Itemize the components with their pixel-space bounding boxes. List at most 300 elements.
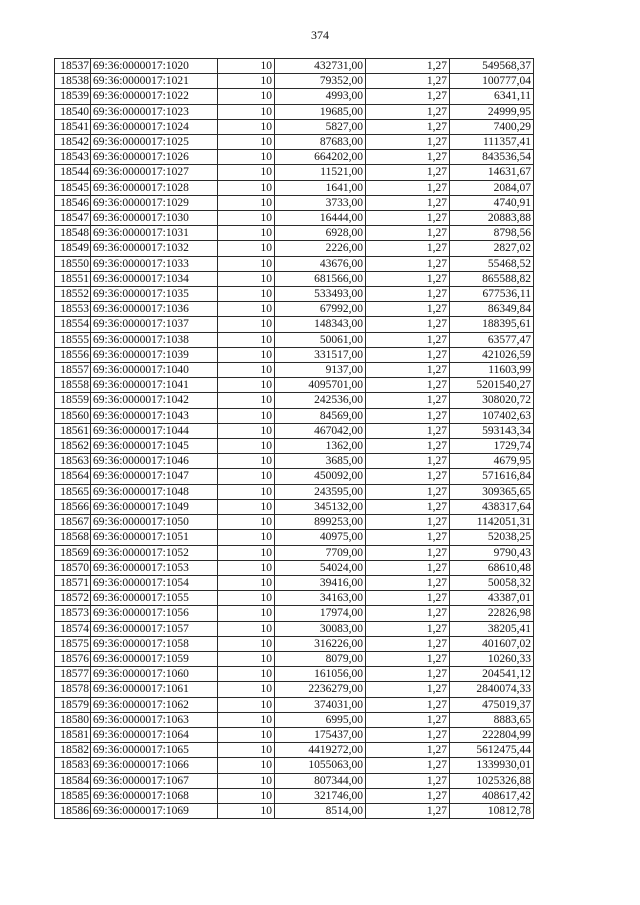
coefficient-cell: 1,27 — [366, 104, 450, 119]
row-number-cell: 18573 — [55, 606, 91, 621]
cadastral-number-cell: 69:36:0000017:1040 — [91, 363, 218, 378]
row-number-cell: 18565 — [55, 484, 91, 499]
cadastral-value-cell: 243595,00 — [275, 484, 366, 499]
adjusted-value-cell: 20883,88 — [450, 211, 534, 226]
row-number-cell: 18558 — [55, 378, 91, 393]
table-row — [55, 150, 534, 165]
group-code-cell: 10 — [218, 150, 275, 165]
coefficient-cell: 1,27 — [366, 317, 450, 332]
coefficient-cell: 1,27 — [366, 408, 450, 423]
row-number-cell: 18539 — [55, 89, 91, 104]
group-code-cell: 10 — [218, 256, 275, 271]
adjusted-value-cell: 4740,91 — [450, 195, 534, 210]
row-number-cell: 18540 — [55, 104, 91, 119]
table-row — [55, 211, 534, 226]
coefficient-cell: 1,27 — [366, 803, 450, 818]
cadastral-number-cell: 69:36:0000017:1066 — [91, 758, 218, 773]
table-row — [55, 530, 534, 545]
cadastral-value-cell: 3733,00 — [275, 195, 366, 210]
cadastral-value-cell: 34163,00 — [275, 591, 366, 606]
group-code-cell: 10 — [218, 104, 275, 119]
cadastral-value-cell: 664202,00 — [275, 150, 366, 165]
adjusted-value-cell: 107402,63 — [450, 408, 534, 423]
cadastral-value-cell: 242536,00 — [275, 393, 366, 408]
adjusted-value-cell: 204541,12 — [450, 667, 534, 682]
cadastral-number-cell: 69:36:0000017:1020 — [91, 59, 218, 74]
table-row — [55, 241, 534, 256]
adjusted-value-cell: 401607,02 — [450, 636, 534, 651]
cadastral-value-cell: 39416,00 — [275, 575, 366, 590]
table-row — [55, 393, 534, 408]
group-code-cell: 10 — [218, 788, 275, 803]
cadastral-number-cell: 69:36:0000017:1022 — [91, 89, 218, 104]
adjusted-value-cell: 43387,01 — [450, 591, 534, 606]
adjusted-value-cell: 38205,41 — [450, 621, 534, 636]
coefficient-cell: 1,27 — [366, 302, 450, 317]
table-row — [55, 606, 534, 621]
coefficient-cell: 1,27 — [366, 469, 450, 484]
coefficient-cell: 1,27 — [366, 682, 450, 697]
adjusted-value-cell: 50058,32 — [450, 575, 534, 590]
table-row — [55, 515, 534, 530]
coefficient-cell: 1,27 — [366, 363, 450, 378]
adjusted-value-cell: 308020,72 — [450, 393, 534, 408]
cadastral-value-cell: 43676,00 — [275, 256, 366, 271]
coefficient-cell: 1,27 — [366, 439, 450, 454]
adjusted-value-cell: 8798,56 — [450, 226, 534, 241]
cadastral-value-cell: 1362,00 — [275, 439, 366, 454]
row-number-cell: 18576 — [55, 651, 91, 666]
coefficient-cell: 1,27 — [366, 135, 450, 150]
cadastral-number-cell: 69:36:0000017:1043 — [91, 408, 218, 423]
cadastral-value-cell: 9137,00 — [275, 363, 366, 378]
cadastral-value-cell: 899253,00 — [275, 515, 366, 530]
cadastral-value-cell: 11521,00 — [275, 165, 366, 180]
group-code-cell: 10 — [218, 393, 275, 408]
cadastral-number-cell: 69:36:0000017:1056 — [91, 606, 218, 621]
group-code-cell: 10 — [218, 423, 275, 438]
cadastral-value-cell: 79352,00 — [275, 74, 366, 89]
cadastral-number-cell: 69:36:0000017:1027 — [91, 165, 218, 180]
cadastral-number-cell: 69:36:0000017:1067 — [91, 773, 218, 788]
group-code-cell: 10 — [218, 226, 275, 241]
group-code-cell: 10 — [218, 317, 275, 332]
cadastral-value-cell: 345132,00 — [275, 499, 366, 514]
cadastral-number-cell: 69:36:0000017:1033 — [91, 256, 218, 271]
adjusted-value-cell: 1025326,88 — [450, 773, 534, 788]
adjusted-value-cell: 9790,43 — [450, 545, 534, 560]
adjusted-value-cell: 2827,02 — [450, 241, 534, 256]
cadastral-value-cell: 175437,00 — [275, 727, 366, 742]
row-number-cell: 18538 — [55, 74, 91, 89]
adjusted-value-cell: 188395,61 — [450, 317, 534, 332]
row-number-cell: 18579 — [55, 697, 91, 712]
coefficient-cell: 1,27 — [366, 454, 450, 469]
table-row — [55, 287, 534, 302]
coefficient-cell: 1,27 — [366, 347, 450, 362]
table-row — [55, 667, 534, 682]
adjusted-value-cell: 1729,74 — [450, 439, 534, 454]
group-code-cell: 10 — [218, 469, 275, 484]
cadastral-value-cell: 5827,00 — [275, 119, 366, 134]
coefficient-cell: 1,27 — [366, 256, 450, 271]
cadastral-number-cell: 69:36:0000017:1049 — [91, 499, 218, 514]
cadastral-value-cell: 16444,00 — [275, 211, 366, 226]
coefficient-cell: 1,27 — [366, 180, 450, 195]
adjusted-value-cell: 549568,37 — [450, 59, 534, 74]
table-row — [55, 226, 534, 241]
row-number-cell: 18572 — [55, 591, 91, 606]
group-code-cell: 10 — [218, 697, 275, 712]
table-row — [55, 545, 534, 560]
cadastral-number-cell: 69:36:0000017:1029 — [91, 195, 218, 210]
table-row — [55, 803, 534, 818]
group-code-cell: 10 — [218, 287, 275, 302]
row-number-cell: 18557 — [55, 363, 91, 378]
cadastral-number-cell: 69:36:0000017:1059 — [91, 651, 218, 666]
group-code-cell: 10 — [218, 180, 275, 195]
group-code-cell: 10 — [218, 606, 275, 621]
group-code-cell: 10 — [218, 454, 275, 469]
row-number-cell: 18555 — [55, 332, 91, 347]
cadastral-number-cell: 69:36:0000017:1052 — [91, 545, 218, 560]
row-number-cell: 18571 — [55, 575, 91, 590]
row-number-cell: 18550 — [55, 256, 91, 271]
group-code-cell: 10 — [218, 195, 275, 210]
adjusted-value-cell: 2840074,33 — [450, 682, 534, 697]
cadastral-number-cell: 69:36:0000017:1069 — [91, 803, 218, 818]
row-number-cell: 18556 — [55, 347, 91, 362]
cadastral-value-cell: 4419272,00 — [275, 743, 366, 758]
cadastral-value-cell: 161056,00 — [275, 667, 366, 682]
cadastral-number-cell: 69:36:0000017:1037 — [91, 317, 218, 332]
table-row — [55, 59, 534, 74]
adjusted-value-cell: 421026,59 — [450, 347, 534, 362]
adjusted-value-cell: 408617,42 — [450, 788, 534, 803]
adjusted-value-cell: 438317,64 — [450, 499, 534, 514]
cadastral-value-cell: 331517,00 — [275, 347, 366, 362]
coefficient-cell: 1,27 — [366, 515, 450, 530]
cadastral-value-cell: 3685,00 — [275, 454, 366, 469]
table-row — [55, 347, 534, 362]
adjusted-value-cell: 865588,82 — [450, 271, 534, 286]
group-code-cell: 10 — [218, 302, 275, 317]
cadastral-number-cell: 69:36:0000017:1057 — [91, 621, 218, 636]
cadastral-number-cell: 69:36:0000017:1055 — [91, 591, 218, 606]
table-row — [55, 256, 534, 271]
group-code-cell: 10 — [218, 59, 275, 74]
group-code-cell: 10 — [218, 484, 275, 499]
group-code-cell: 10 — [218, 575, 275, 590]
cadastral-value-cell: 40975,00 — [275, 530, 366, 545]
row-number-cell: 18566 — [55, 499, 91, 514]
table-row — [55, 712, 534, 727]
group-code-cell: 10 — [218, 530, 275, 545]
row-number-cell: 18577 — [55, 667, 91, 682]
table-row — [55, 591, 534, 606]
group-code-cell: 10 — [218, 682, 275, 697]
table-row — [55, 423, 534, 438]
row-number-cell: 18570 — [55, 560, 91, 575]
cadastral-value-cell: 4095701,00 — [275, 378, 366, 393]
table-row — [55, 408, 534, 423]
cadastral-value-cell: 7709,00 — [275, 545, 366, 560]
coefficient-cell: 1,27 — [366, 59, 450, 74]
adjusted-value-cell: 10260,33 — [450, 651, 534, 666]
table-row — [55, 499, 534, 514]
coefficient-cell: 1,27 — [366, 287, 450, 302]
row-number-cell: 18543 — [55, 150, 91, 165]
cadastral-number-cell: 69:36:0000017:1053 — [91, 560, 218, 575]
group-code-cell: 10 — [218, 621, 275, 636]
row-number-cell: 18563 — [55, 454, 91, 469]
cadastral-value-cell: 148343,00 — [275, 317, 366, 332]
cadastral-value-cell: 533493,00 — [275, 287, 366, 302]
group-code-cell: 10 — [218, 773, 275, 788]
cadastral-number-cell: 69:36:0000017:1041 — [91, 378, 218, 393]
cadastral-value-table — [54, 58, 534, 819]
table-row — [55, 363, 534, 378]
adjusted-value-cell: 309365,65 — [450, 484, 534, 499]
cadastral-value-cell: 467042,00 — [275, 423, 366, 438]
row-number-cell: 18562 — [55, 439, 91, 454]
cadastral-value-cell: 4993,00 — [275, 89, 366, 104]
cadastral-value-cell: 84569,00 — [275, 408, 366, 423]
group-code-cell: 10 — [218, 347, 275, 362]
table-row — [55, 332, 534, 347]
adjusted-value-cell: 55468,52 — [450, 256, 534, 271]
group-code-cell: 10 — [218, 560, 275, 575]
cadastral-number-cell: 69:36:0000017:1042 — [91, 393, 218, 408]
table-row — [55, 636, 534, 651]
adjusted-value-cell: 63577,47 — [450, 332, 534, 347]
table-row — [55, 89, 534, 104]
row-number-cell: 18559 — [55, 393, 91, 408]
row-number-cell: 18554 — [55, 317, 91, 332]
cadastral-number-cell: 69:36:0000017:1062 — [91, 697, 218, 712]
adjusted-value-cell: 100777,04 — [450, 74, 534, 89]
group-code-cell: 10 — [218, 591, 275, 606]
group-code-cell: 10 — [218, 439, 275, 454]
row-number-cell: 18578 — [55, 682, 91, 697]
coefficient-cell: 1,27 — [366, 575, 450, 590]
group-code-cell: 10 — [218, 89, 275, 104]
cadastral-value-cell: 17974,00 — [275, 606, 366, 621]
coefficient-cell: 1,27 — [366, 226, 450, 241]
adjusted-value-cell: 5612475,44 — [450, 743, 534, 758]
table-row — [55, 484, 534, 499]
row-number-cell: 18580 — [55, 712, 91, 727]
adjusted-value-cell: 68610,48 — [450, 560, 534, 575]
row-number-cell: 18547 — [55, 211, 91, 226]
row-number-cell: 18567 — [55, 515, 91, 530]
coefficient-cell: 1,27 — [366, 211, 450, 226]
cadastral-value-cell: 6995,00 — [275, 712, 366, 727]
coefficient-cell: 1,27 — [366, 621, 450, 636]
row-number-cell: 18544 — [55, 165, 91, 180]
cadastral-value-cell: 19685,00 — [275, 104, 366, 119]
row-number-cell: 18537 — [55, 59, 91, 74]
group-code-cell: 10 — [218, 363, 275, 378]
coefficient-cell: 1,27 — [366, 89, 450, 104]
cadastral-value-cell: 30083,00 — [275, 621, 366, 636]
adjusted-value-cell: 7400,29 — [450, 119, 534, 134]
row-number-cell: 18574 — [55, 621, 91, 636]
table-row — [55, 560, 534, 575]
coefficient-cell: 1,27 — [366, 773, 450, 788]
adjusted-value-cell: 843536,54 — [450, 150, 534, 165]
group-code-cell: 10 — [218, 667, 275, 682]
adjusted-value-cell: 1339930,01 — [450, 758, 534, 773]
cadastral-number-cell: 69:36:0000017:1060 — [91, 667, 218, 682]
table-row — [55, 302, 534, 317]
adjusted-value-cell: 86349,84 — [450, 302, 534, 317]
cadastral-number-cell: 69:36:0000017:1063 — [91, 712, 218, 727]
table-row — [55, 104, 534, 119]
row-number-cell: 18585 — [55, 788, 91, 803]
group-code-cell: 10 — [218, 165, 275, 180]
cadastral-number-cell: 69:36:0000017:1058 — [91, 636, 218, 651]
cadastral-value-cell: 2236279,00 — [275, 682, 366, 697]
row-number-cell: 18546 — [55, 195, 91, 210]
adjusted-value-cell: 475019,37 — [450, 697, 534, 712]
coefficient-cell: 1,27 — [366, 591, 450, 606]
cadastral-value-cell: 2226,00 — [275, 241, 366, 256]
cadastral-value-cell: 67992,00 — [275, 302, 366, 317]
row-number-cell: 18548 — [55, 226, 91, 241]
table-row — [55, 788, 534, 803]
cadastral-number-cell: 69:36:0000017:1031 — [91, 226, 218, 241]
cadastral-number-cell: 69:36:0000017:1050 — [91, 515, 218, 530]
adjusted-value-cell: 2084,07 — [450, 180, 534, 195]
group-code-cell: 10 — [218, 636, 275, 651]
coefficient-cell: 1,27 — [366, 758, 450, 773]
table-row — [55, 773, 534, 788]
table-row — [55, 454, 534, 469]
row-number-cell: 18583 — [55, 758, 91, 773]
cadastral-number-cell: 69:36:0000017:1068 — [91, 788, 218, 803]
cadastral-number-cell: 69:36:0000017:1061 — [91, 682, 218, 697]
table-row — [55, 575, 534, 590]
table-row — [55, 195, 534, 210]
row-number-cell: 18564 — [55, 469, 91, 484]
coefficient-cell: 1,27 — [366, 195, 450, 210]
table-row — [55, 317, 534, 332]
cadastral-value-cell: 316226,00 — [275, 636, 366, 651]
group-code-cell: 10 — [218, 743, 275, 758]
group-code-cell: 10 — [218, 758, 275, 773]
row-number-cell: 18569 — [55, 545, 91, 560]
cadastral-number-cell: 69:36:0000017:1046 — [91, 454, 218, 469]
coefficient-cell: 1,27 — [366, 636, 450, 651]
table-row — [55, 180, 534, 195]
cadastral-number-cell: 69:36:0000017:1024 — [91, 119, 218, 134]
group-code-cell: 10 — [218, 332, 275, 347]
cadastral-number-cell: 69:36:0000017:1030 — [91, 211, 218, 226]
coefficient-cell: 1,27 — [366, 271, 450, 286]
cadastral-number-cell: 69:36:0000017:1028 — [91, 180, 218, 195]
cadastral-value-cell: 321746,00 — [275, 788, 366, 803]
table-body — [55, 59, 534, 819]
table-row — [55, 682, 534, 697]
adjusted-value-cell: 5201540,27 — [450, 378, 534, 393]
adjusted-value-cell: 24999,95 — [450, 104, 534, 119]
cadastral-number-cell: 69:36:0000017:1035 — [91, 287, 218, 302]
adjusted-value-cell: 10812,78 — [450, 803, 534, 818]
cadastral-number-cell: 69:36:0000017:1023 — [91, 104, 218, 119]
coefficient-cell: 1,27 — [366, 560, 450, 575]
adjusted-value-cell: 111357,41 — [450, 135, 534, 150]
group-code-cell: 10 — [218, 135, 275, 150]
group-code-cell: 10 — [218, 378, 275, 393]
group-code-cell: 10 — [218, 651, 275, 666]
row-number-cell: 18545 — [55, 180, 91, 195]
table-row — [55, 621, 534, 636]
table-row — [55, 119, 534, 134]
group-code-cell: 10 — [218, 803, 275, 818]
row-number-cell: 18549 — [55, 241, 91, 256]
group-code-cell: 10 — [218, 408, 275, 423]
row-number-cell: 18575 — [55, 636, 91, 651]
row-number-cell: 18582 — [55, 743, 91, 758]
adjusted-value-cell: 222804,99 — [450, 727, 534, 742]
row-number-cell: 18586 — [55, 803, 91, 818]
row-number-cell: 18581 — [55, 727, 91, 742]
adjusted-value-cell: 14631,67 — [450, 165, 534, 180]
row-number-cell: 18553 — [55, 302, 91, 317]
table-row — [55, 378, 534, 393]
cadastral-value-cell: 681566,00 — [275, 271, 366, 286]
coefficient-cell: 1,27 — [366, 788, 450, 803]
cadastral-value-cell: 87683,00 — [275, 135, 366, 150]
group-code-cell: 10 — [218, 119, 275, 134]
cadastral-number-cell: 69:36:0000017:1064 — [91, 727, 218, 742]
cadastral-value-cell: 374031,00 — [275, 697, 366, 712]
row-number-cell: 18551 — [55, 271, 91, 286]
cadastral-value-cell: 1055063,00 — [275, 758, 366, 773]
coefficient-cell: 1,27 — [366, 332, 450, 347]
cadastral-number-cell: 69:36:0000017:1047 — [91, 469, 218, 484]
row-number-cell: 18568 — [55, 530, 91, 545]
coefficient-cell: 1,27 — [366, 74, 450, 89]
coefficient-cell: 1,27 — [366, 667, 450, 682]
cadastral-number-cell: 69:36:0000017:1045 — [91, 439, 218, 454]
cadastral-value-cell: 6928,00 — [275, 226, 366, 241]
cadastral-number-cell: 69:36:0000017:1032 — [91, 241, 218, 256]
cadastral-number-cell: 69:36:0000017:1034 — [91, 271, 218, 286]
coefficient-cell: 1,27 — [366, 165, 450, 180]
adjusted-value-cell: 4679,95 — [450, 454, 534, 469]
group-code-cell: 10 — [218, 727, 275, 742]
cadastral-number-cell: 69:36:0000017:1036 — [91, 302, 218, 317]
coefficient-cell: 1,27 — [366, 378, 450, 393]
cadastral-number-cell: 69:36:0000017:1048 — [91, 484, 218, 499]
group-code-cell: 10 — [218, 545, 275, 560]
table-row — [55, 697, 534, 712]
adjusted-value-cell: 571616,84 — [450, 469, 534, 484]
table-row — [55, 271, 534, 286]
coefficient-cell: 1,27 — [366, 530, 450, 545]
coefficient-cell: 1,27 — [366, 606, 450, 621]
table-row — [55, 74, 534, 89]
table-row — [55, 135, 534, 150]
table-row — [55, 469, 534, 484]
cadastral-number-cell: 69:36:0000017:1065 — [91, 743, 218, 758]
cadastral-value-cell: 8514,00 — [275, 803, 366, 818]
row-number-cell: 18584 — [55, 773, 91, 788]
coefficient-cell: 1,27 — [366, 241, 450, 256]
row-number-cell: 18560 — [55, 408, 91, 423]
